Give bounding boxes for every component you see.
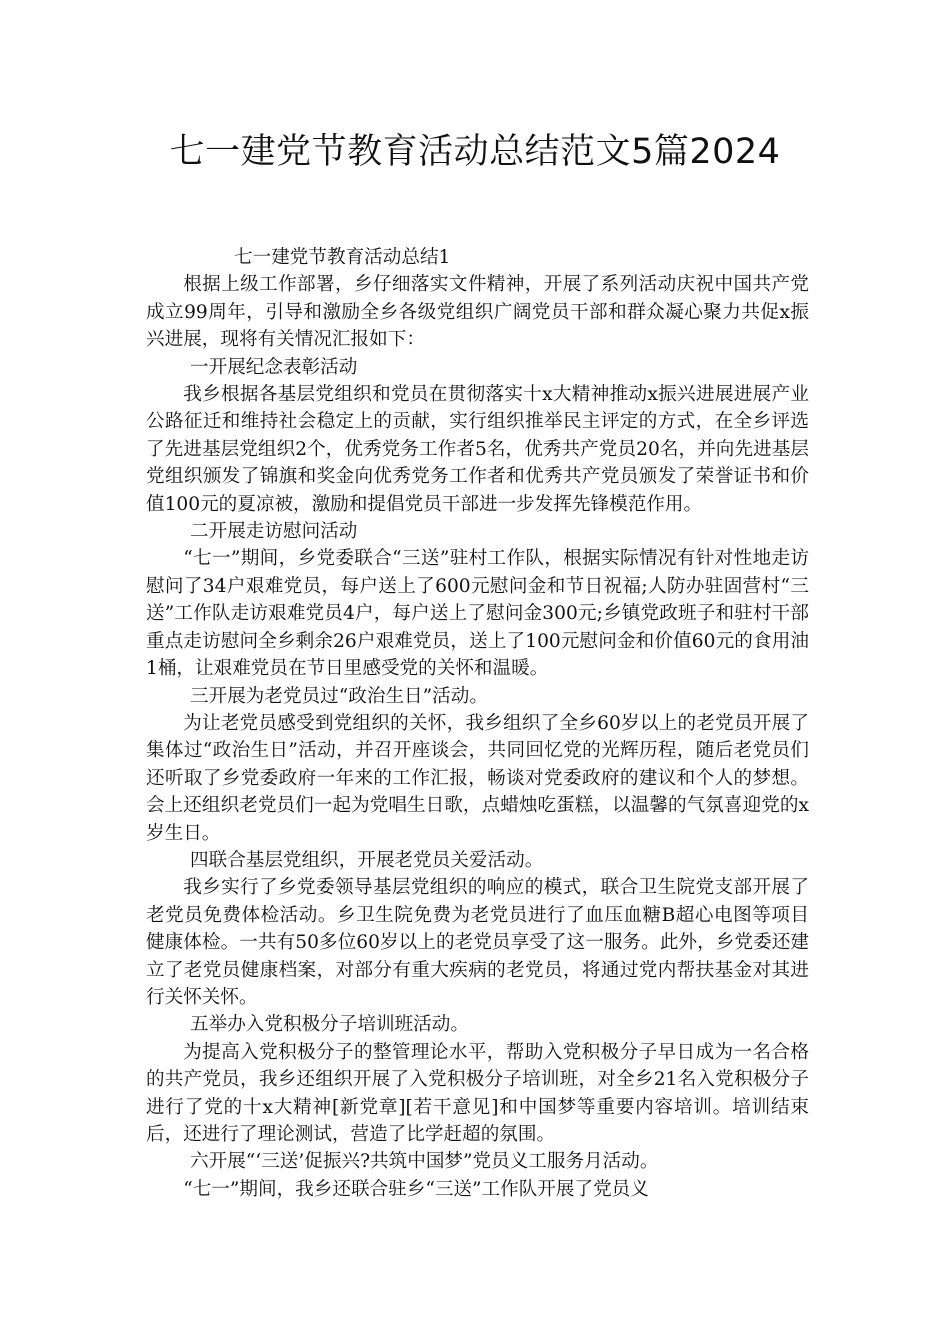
paragraph: 我乡实行了乡党委领导基层党组织的响应的模式，联合卫生院党支部开展了老党员免费体检活动。乡卫生院免费为老党员进行了血压血糖B超心电图等项目健康体检。一共有50多位60岁以上的老党员享受了这一服务。此外，乡党委还建立了老党员健康档案，对部分有重大疾病的老党员，将通过党内帮扶基金对其进行关怀关怀。 bbox=[146, 877, 809, 1008]
document-title: 七一建党节教育活动总结范文5篇2024 bbox=[169, 132, 781, 172]
section-heading: 一开展纪念表彰活动 bbox=[190, 356, 358, 378]
paragraph: “七一”期间，我乡还联合驻乡“三送”工作队开展了党员义 bbox=[183, 1178, 649, 1200]
document-body bbox=[146, 244, 809, 1203]
section-heading: 四联合基层党组织，开展老党员关爱活动。 bbox=[190, 849, 544, 871]
section-heading: 六开展“‘三送’促振兴?共筑中国梦”党员义工服务月活动。 bbox=[190, 1151, 659, 1173]
paragraph: “七一”期间，乡党委联合“三送”驻村工作队，根据实际情况有针对性地走访慰问了34户艰难党员，每户送上了600元慰问金和节日祝福;人防办驻固营村“三送”工作队走访艰难党员4户，每户送上了慰问金300元;乡镇党政班子和驻村干部重点走访慰问全乡剩余26户艰难党员，送上了100元慰问金和价值60元的食用油1桶，让艰难党员在节日里感受党的关怀和温暖。 bbox=[146, 548, 809, 680]
section-subtitle: 七一建党节教育活动总结1 bbox=[234, 247, 451, 268]
paragraph: 为提高入党积极分子的整管理论水平，帮助入党积极分子早日成为一名合格的共产党员，我乡还组织开展了入党积极分子培训班，对全乡21名入党积极分子进行了党的十x大精神[新党章][若干意见]和中国梦等重要内容培训。培训结束后，还进行了理论测试，营造了比学赶超的氛围。 bbox=[146, 1041, 809, 1145]
section-heading: 二开展走访慰问活动 bbox=[190, 521, 358, 543]
section-heading: 三开展为老党员过“政治生日”活动。 bbox=[190, 685, 488, 707]
section-heading: 五举办入党积极分子培训班活动。 bbox=[190, 1014, 469, 1036]
paragraph: 根据上级工作部署，乡仔细落实文件精神，开展了系列活动庆祝中国共产党成立99周年，引导和激励全乡各级党组织广阔党员干部和群众凝心聚力共促x振兴进展，现将有关情况汇报如下： bbox=[146, 274, 809, 351]
paragraph: 我乡根据各基层党组织和党员在贯彻落实十x大精神推动x振兴进展进展产业公路征迁和维持社会稳定上的贡献，实行组织推举民主评定的方式，在全乡评选了先进基层党组织2个，优秀党务工作者5名，优秀共产党员20名，并向先进基层党组织颁发了锦旗和奖金向优秀党务工作者和优秀共产党员颁发了荣誉证书和价值100元的夏凉被，激励和提倡党员干部进一步发挥先锋模范作用。 bbox=[146, 384, 809, 515]
paragraph: 为让老党员感受到党组织的关怀，我乡组织了全乡60岁以上的老党员开展了集体过“政治生日”活动，并召开座谈会，共同回忆党的光辉历程，随后老党员们还听取了乡党委政府一年来的工作汇报，畅谈对党委政府的建议和个人的梦想。会上还组织老党员们一起为党唱生日歌，点蜡烛吃蛋糕，以温馨的气氛喜迎党的x岁生日。 bbox=[146, 712, 809, 844]
